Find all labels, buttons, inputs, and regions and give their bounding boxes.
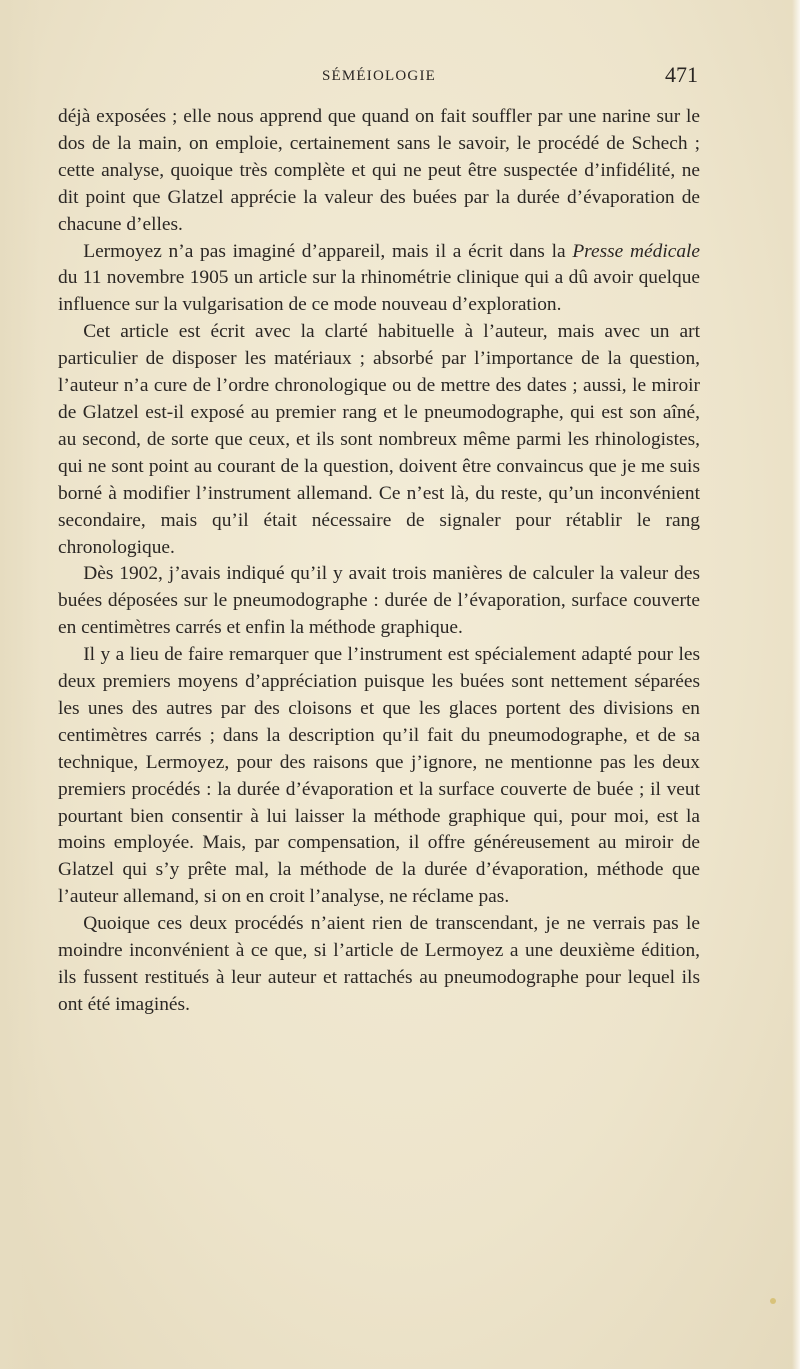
paragraph-2-text-end: du 11 novembre 1905 un article sur la rhinométrie clinique qui a dû avoir quelque influence sur la vulgarisation de ce mode nouveau d’exploration. bbox=[58, 267, 700, 316]
paper-speck bbox=[770, 1298, 776, 1304]
page-header bbox=[58, 64, 700, 94]
paragraph-2 bbox=[58, 239, 700, 320]
paragraph-6: Quoique ces deux procédés n’aient rien de transcendant, je ne verrais pas le moindre inconvénient à ce que, si l’article de Lermoyez a une deuxième édition, ils fussent restitués à leur auteur et rattachés au pneumodographe pour lequel ils ont été imaginés. bbox=[58, 913, 700, 1015]
body-text bbox=[58, 104, 700, 1019]
journal-title: Presse médicale bbox=[572, 240, 701, 262]
paragraph-5: Il y a lieu de faire remarquer que l’instrument est spécialement adapté pour les deux premiers moyens d’appréciation puisque les buées sont nettement séparées les unes des autres par des cloisons et que les glaces portent des divisions en centimètres carrés ; dans la description qu’il fait du pneumodographe, et de sa technique, Lermoyez, pour des raisons que j’ignore, ne mentionne pas les deux premiers procédés : la durée d’évaporation et la surface couverte de buée ; il veut pourtant bien consentir à lui laisser la méthode graphique qui, pour moi, est la moins employée. Mais, par compensation, il offre généreusement au miroir de Glatzel qui s’y prête mal, la méthode de la durée d’évaporation, méthode que l’auteur allemand, si on en croit l’analyse, ne réclame pas. bbox=[58, 644, 700, 908]
running-title: SÉMÉIOLOGIE bbox=[321, 68, 437, 84]
paragraph-2-text-start: Lermoyez n’a pas imaginé d’appareil, mais il a écrit dans la bbox=[83, 240, 573, 262]
page-number: 471 bbox=[665, 62, 698, 87]
paragraph-4: Dès 1902, j’avais indiqué qu’il y avait trois manières de calculer la valeur des buées déposées sur le pneumodographe : durée de l’évaporation, surface couverte en centimètres carrés et enfin la méthode graphique. bbox=[58, 563, 700, 639]
paragraph-1: déjà exposées ; elle nous apprend que quand on fait souffler par une narine sur le dos de la main, on emploie, certainement sans le savoir, le procédé de Schech ; cette analyse, quoique très complète et qui ne peut être suspectée d’infidélité, ne dit point que Glatzel apprécie la valeur des buées par la durée d’évaporation de chacune d’elles. bbox=[58, 106, 700, 235]
paragraph-3: Cet article est écrit avec la clarté habituelle à l’auteur, mais avec un art particulier de disposer les matériaux ; absorbé par l’importance de la question, l’auteur n’a cure de l’ordre chronologique ou de mettre des dates ; aussi, le miroir de Glatzel est-il exposé au premier rang et le pneumodographe, qui est son aîné, au second, de sorte que ceux, et ils sont nombreux même parmi les rhinologistes, qui ne sont point au courant de la question, doivent être convaincus que je me suis borné à modifier l’instrument allemand. Ce n’est là, du reste, qu’un inconvénient secondaire, mais qu’il était nécessaire de signaler pour rétablir le rang chronologique. bbox=[58, 321, 700, 558]
